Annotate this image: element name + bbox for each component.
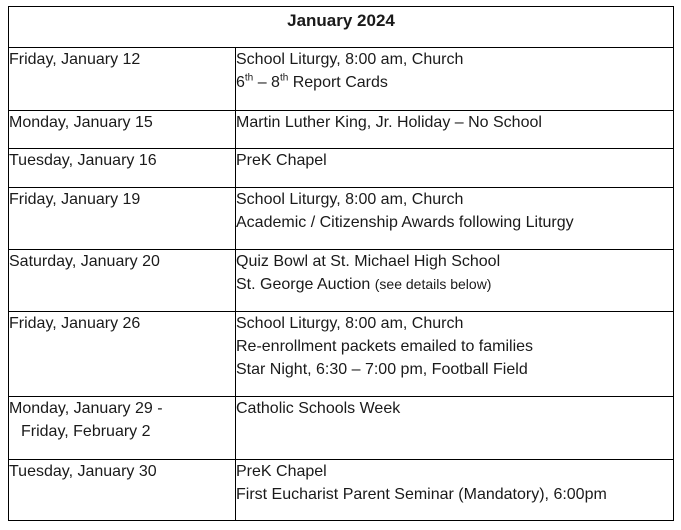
calendar-title: January 2024	[9, 7, 674, 48]
date-cell	[9, 250, 236, 312]
date-cell	[9, 188, 236, 250]
event-cell	[236, 250, 674, 312]
date-text: Friday, January 26	[9, 315, 141, 332]
table-row	[9, 188, 674, 250]
date-text: Saturday, January 20	[9, 253, 160, 270]
date-text: Monday, January 15	[9, 114, 153, 131]
date-cell	[9, 397, 236, 460]
event-text: Academic / Citizenship Awards following Liturgy	[236, 214, 574, 231]
event-cell	[236, 312, 674, 397]
event-text: PreK Chapel	[236, 152, 327, 169]
table-row	[9, 312, 674, 397]
event-note: (see details below)	[374, 276, 492, 292]
date-text: Tuesday, January 16	[9, 152, 157, 169]
date-text: Monday, January 29 -	[9, 400, 163, 417]
event-text: School Liturgy, 8:00 am, Church	[236, 51, 464, 68]
event-text: Re-enrollment packets emailed to families	[236, 338, 534, 355]
date-cell	[9, 48, 236, 111]
event-cell	[236, 48, 674, 111]
date-text: Friday, January 19	[9, 191, 141, 208]
event-cell	[236, 111, 674, 149]
table-row	[9, 460, 674, 521]
table-row	[9, 250, 674, 312]
date-cell	[9, 111, 236, 149]
date-cell	[9, 149, 236, 188]
date-text: Friday, February 2	[21, 423, 151, 440]
event-cell	[236, 149, 674, 188]
event-cell	[236, 397, 674, 460]
event-text: PreK Chapel	[236, 463, 327, 480]
event-cell	[236, 188, 674, 250]
table-row	[9, 149, 674, 188]
date-cell	[9, 460, 236, 521]
date-cell	[9, 312, 236, 397]
table-row	[9, 111, 674, 149]
event-text: Quiz Bowl at St. Michael High School	[236, 253, 501, 270]
event-text: Martin Luther King, Jr. Holiday – No School	[236, 114, 542, 131]
event-text: St. George Auction (see details below)	[236, 276, 492, 293]
january-calendar-table	[8, 6, 674, 521]
table-row	[9, 48, 674, 111]
event-text: School Liturgy, 8:00 am, Church	[236, 315, 464, 332]
date-text: Tuesday, January 30	[9, 463, 157, 480]
event-cell	[236, 460, 674, 521]
event-text: First Eucharist Parent Seminar (Mandatory), 6:00pm	[236, 486, 607, 503]
event-text: Catholic Schools Week	[236, 400, 401, 417]
table-header-row	[9, 7, 674, 48]
event-text: School Liturgy, 8:00 am, Church	[236, 191, 464, 208]
event-text: Star Night, 6:30 – 7:00 pm, Football Field	[236, 361, 528, 378]
event-text: 6th – 8th Report Cards	[236, 72, 388, 91]
table-row	[9, 397, 674, 460]
date-text: Friday, January 12	[9, 51, 141, 68]
